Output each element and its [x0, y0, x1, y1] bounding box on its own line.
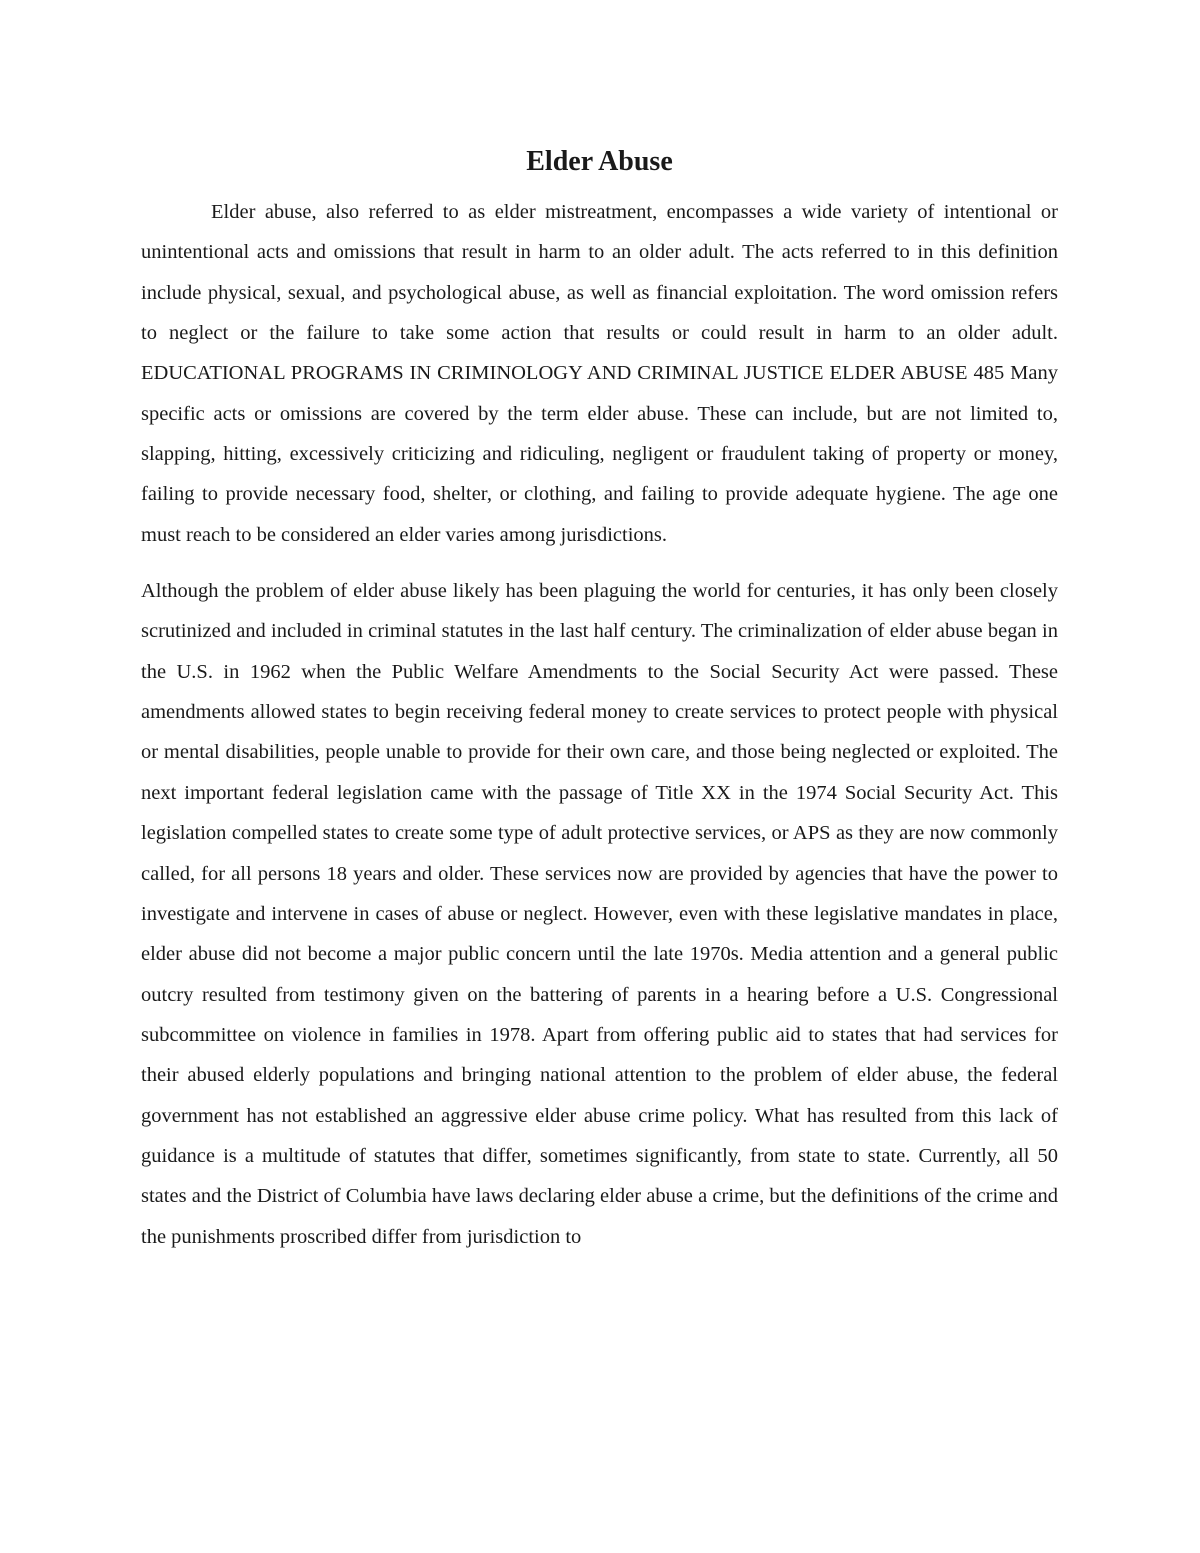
document-title: Elder Abuse: [526, 146, 673, 177]
paragraph-1: Elder abuse, also referred to as elder mistreatment, encompasses a wide variety of intentional or unintentional acts and omissions that result in harm to an older adult. The acts referred to in this definition include physical, sexual, and psychological abuse, as well as financial exploitation. The word omission refers to neglect or the failure to take some action that results or could result in harm to an older adult. EDUCATIONAL PROGRAMS IN CRIMINOLOGY AND CRIMINAL JUSTICE ELDER ABUSE 485 Many specific acts or omissions are covered by the term elder abuse. These can include, but are not limited to, slapping, hitting, excessively criticizing and ridiculing, negligent or fraudulent taking of property or money, failing to provide necessary food, shelter, or clothing, and failing to provide adequate hygiene. The age one must reach to be considered an elder varies among jurisdictions.: [141, 201, 1058, 546]
document-page: [141, 138, 1058, 1257]
paragraph-2: Although the problem of elder abuse likely has been plaguing the world for centuries, it has only been closely scrutinized and included in criminal statutes in the last half century. The criminalization of elder abuse began in the U.S. in 1962 when the Public Welfare Amendments to the Social Security Act were passed. These amendments allowed states to begin receiving federal money to create services to protect people with physical or mental disabilities, people unable to provide for their own care, and those being neglected or exploited. The next important federal legislation came with the passage of Title XX in the 1974 Social Security Act. This legislation compelled states to create some type of adult protective services, or APS as they are now commonly called, for all persons 18 years and older. These services now are provided by agencies that have the power to investigate and intervene in cases of abuse or neglect. However, even with these legislative mandates in place, elder abuse did not become a major public concern until the late 1970s. Media attention and a general public outcry resulted from testimony given on the battering of parents in a hearing before a U.S. Congressional subcommittee on violence in families in 1978. Apart from offering public aid to states that had services for their abused elderly populations and bringing national attention to the problem of elder abuse, the federal government has not established an aggressive elder abuse crime policy. What has resulted from this lack of guidance is a multitude of statutes that differ, sometimes significantly, from state to state. Currently, all 50 states and the District of Columbia have laws declaring elder abuse a crime, but the definitions of the crime and the punishments proscribed differ from jurisdiction to: [141, 580, 1058, 1248]
